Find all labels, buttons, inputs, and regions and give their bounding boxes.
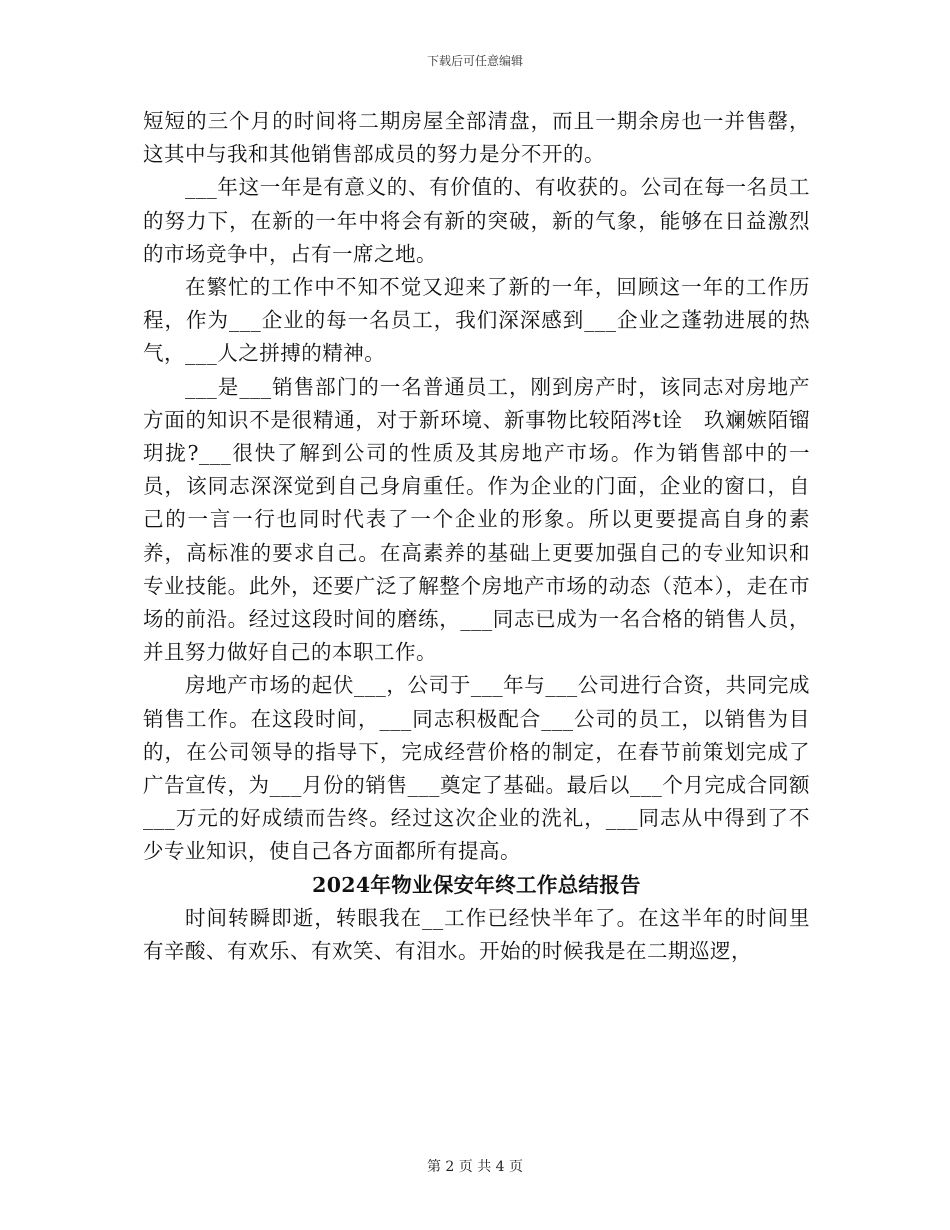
- paragraph-new-year-review: 在繁忙的工作中不知不觉又迎来了新的一年，回顾这一年的工作历程，作为___企业的每一名员工，我们深深感到___企业之蓬勃进展的热气，___人之拼搏的精神。: [143, 275, 810, 366]
- page-header: [0, 53, 950, 69]
- section-title: 2024年物业保安年终工作总结报告: [312, 872, 641, 897]
- paragraph-market-cooperation: 房地产市场的起伏___，公司于___年与___公司进行合资，共同完成销售工作。在这段时间，___同志积极配合___公司的员工，以销售为目的，在公司领导的指导下，完成经营价格的制定，在春节前策划完成了广告宣传，为___月份的销售___奠定了基础。最后以___个月完成合同额___万元的好成绩而告终。经过这次企业的洗礼，___同志从中得到了不少专业知识，使自己各方面都所有提高。: [143, 673, 810, 864]
- document-body: [143, 105, 810, 968]
- page-number: 第 2 页 共 4 页: [426, 1159, 524, 1175]
- paragraph-meaningful-year: ___年这一年是有意义的、有价值的、有收获的。公司在每一名员工的努力下，在新的一年中将会有新的突破，新的气象，能够在日益激烈的市场竞争中，占有一席之地。: [143, 175, 810, 266]
- paragraph-continuation: 短短的三个月的时间将二期房屋全部清盘，而且一期余房也一并售罄，这其中与我和其他销售部成员的努力是分不开的。: [143, 109, 810, 167]
- paragraph-employee-profile: ___是___销售部门的一名普通员工，刚到房产时，该同志对房地产方面的知识不是很精通，对于新环境、新事物比较陌涔t诠 玖斓嫉陌镏玥拢?___很快了解到公司的性质及其房地产市场。作为销售部中的一员，该同志深深觉到自己身肩重任。作为企业的门面，企业的窗口，自己的一言一行也同时代表了一个企业的形象。所以更要提高自身的素养，高标准的要求自己。在高素养的基础上更要加强自己的专业知识和专业技能。此外，还要广泛了解整个房地产市场的动态（范本），走在市场的前沿。经过这段时间的磨练，___同志已成为一名合格的销售人员，并且努力做好自己的本职工作。: [143, 374, 810, 665]
- header-text: 下载后可任意编辑: [426, 54, 523, 68]
- page-footer: [0, 1158, 950, 1176]
- paragraph-security-report-intro: 时间转瞬即逝，转眼我在__工作已经快半年了。在这半年的时间里有辛酸、有欢乐、有欢笑、有泪水。开始的时候我是在二期巡逻，: [143, 905, 810, 964]
